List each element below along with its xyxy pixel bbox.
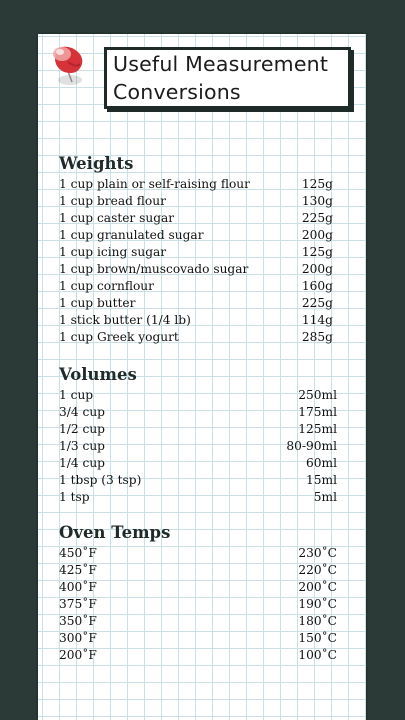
table-row bbox=[59, 596, 337, 613]
row-value: 150˚C bbox=[298, 631, 337, 645]
row-label: 200˚F bbox=[59, 648, 97, 662]
table-row bbox=[59, 562, 337, 579]
pushpin-icon bbox=[46, 42, 90, 94]
row-label: 1 tsp bbox=[59, 490, 90, 504]
row-label: 1/4 cup bbox=[59, 456, 105, 470]
row-value: 60ml bbox=[306, 456, 337, 470]
row-value: 180˚C bbox=[298, 614, 337, 628]
table-row bbox=[59, 295, 337, 312]
row-value: 250ml bbox=[298, 388, 337, 402]
row-label: 1 stick butter (1/4 lb) bbox=[59, 313, 191, 327]
row-value: 125g bbox=[301, 177, 333, 191]
row-value: 200g bbox=[301, 262, 333, 276]
volumes-heading: Volumes bbox=[59, 365, 137, 384]
table-row bbox=[59, 387, 337, 404]
table-row bbox=[59, 261, 337, 278]
table-row bbox=[59, 579, 337, 596]
row-value: 190˚C bbox=[298, 597, 337, 611]
table-row bbox=[59, 193, 337, 210]
table-row bbox=[59, 647, 337, 664]
table-row bbox=[59, 438, 337, 455]
row-label: 300˚F bbox=[59, 631, 97, 645]
weights-heading: Weights bbox=[59, 154, 134, 173]
row-value: 220˚C bbox=[298, 563, 337, 577]
table-row bbox=[59, 176, 337, 193]
row-label: 1/3 cup bbox=[59, 439, 105, 453]
table-row bbox=[59, 244, 337, 261]
row-label: 1 cup bread flour bbox=[59, 194, 166, 208]
row-value: 225g bbox=[301, 211, 333, 225]
table-row bbox=[59, 210, 337, 227]
table-row bbox=[59, 404, 337, 421]
row-value: 125ml bbox=[298, 422, 337, 436]
row-value: 285g bbox=[301, 330, 333, 344]
row-label: 425˚F bbox=[59, 563, 97, 577]
table-row bbox=[59, 613, 337, 630]
table-row bbox=[59, 489, 337, 506]
row-label: 1 cup butter bbox=[59, 296, 136, 310]
oven-temps-section bbox=[59, 522, 337, 664]
row-label: 1 cup icing sugar bbox=[59, 245, 167, 259]
table-row bbox=[59, 227, 337, 244]
weights-section bbox=[59, 153, 337, 346]
title-box bbox=[104, 47, 351, 109]
row-label: 350˚F bbox=[59, 614, 97, 628]
row-value: 130g bbox=[301, 194, 333, 208]
table-row bbox=[59, 312, 337, 329]
oven-temps-heading: Oven Temps bbox=[59, 523, 171, 542]
table-row bbox=[59, 278, 337, 295]
conversion-card bbox=[38, 34, 366, 720]
row-value: 200g bbox=[301, 228, 333, 242]
row-label: 375˚F bbox=[59, 597, 97, 611]
volumes-section bbox=[59, 364, 337, 506]
row-label: 1 cup granulated sugar bbox=[59, 228, 204, 242]
table-row bbox=[59, 472, 337, 489]
row-label: 450˚F bbox=[59, 546, 97, 560]
row-label: 1 cup brown/muscovado sugar bbox=[59, 262, 249, 276]
title-line-1: Useful Measurement bbox=[113, 52, 329, 76]
row-value: 125g bbox=[301, 245, 333, 259]
row-label: 1 cup cornflour bbox=[59, 279, 154, 293]
row-label: 1 tbsp (3 tsp) bbox=[59, 473, 142, 487]
table-row bbox=[59, 455, 337, 472]
row-value: 230˚C bbox=[298, 546, 337, 560]
row-label: 3/4 cup bbox=[59, 405, 105, 419]
row-label: 1 cup Greek yogurt bbox=[59, 330, 179, 344]
row-value: 160g bbox=[301, 279, 333, 293]
row-value: 175ml bbox=[298, 405, 337, 419]
row-value: 80-90ml bbox=[286, 439, 337, 453]
row-value: 114g bbox=[301, 313, 333, 327]
row-value: 225g bbox=[301, 296, 333, 310]
row-label: 1 cup plain or self-raising flour bbox=[59, 177, 250, 191]
row-value: 15ml bbox=[306, 473, 337, 487]
row-label: 1 cup bbox=[59, 388, 94, 402]
row-value: 5ml bbox=[313, 490, 337, 504]
title-line-2: Conversions bbox=[113, 80, 241, 104]
row-label: 1/2 cup bbox=[59, 422, 105, 436]
table-row bbox=[59, 545, 337, 562]
table-row bbox=[59, 630, 337, 647]
row-value: 100˚C bbox=[298, 648, 337, 662]
table-row bbox=[59, 421, 337, 438]
row-label: 1 cup caster sugar bbox=[59, 211, 175, 225]
row-label: 400˚F bbox=[59, 580, 97, 594]
table-row bbox=[59, 329, 337, 346]
row-value: 200˚C bbox=[298, 580, 337, 594]
